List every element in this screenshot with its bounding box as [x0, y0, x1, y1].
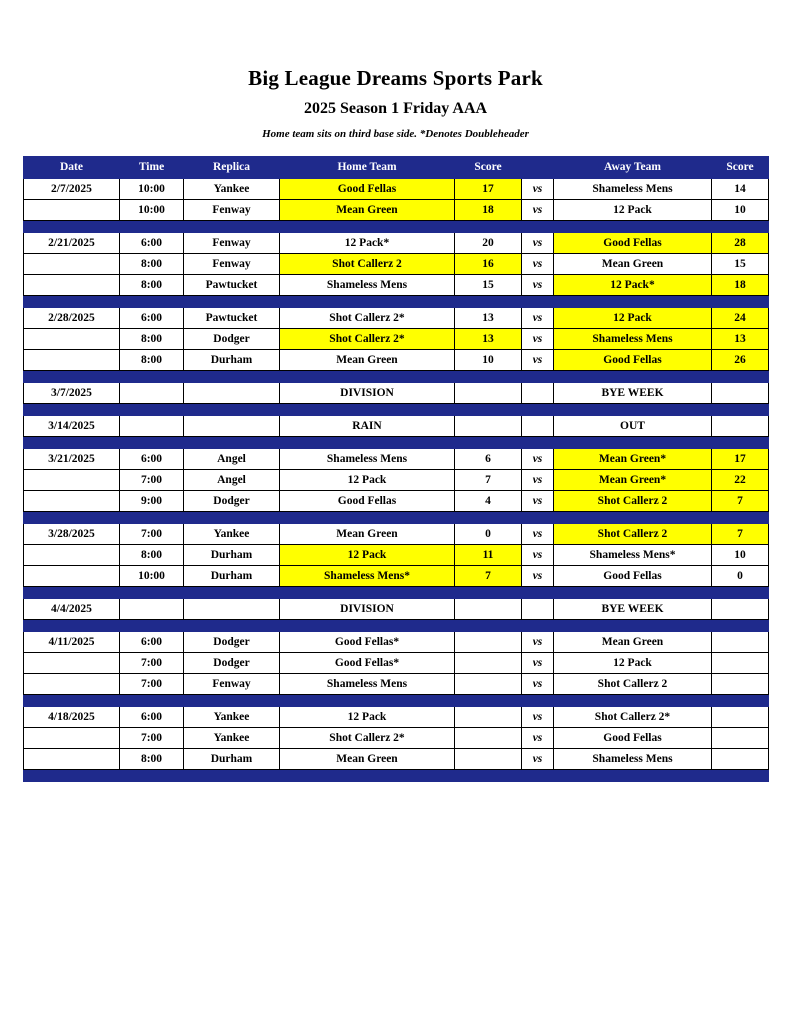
cell-time [120, 382, 184, 403]
cell-date: 4/4/2025 [24, 598, 120, 619]
column-header-date: Date [24, 156, 120, 178]
cell-vs: vs [522, 652, 554, 673]
cell-replica: Yankee [184, 706, 280, 727]
cell-replica: Fenway [184, 199, 280, 220]
table-row [24, 706, 769, 727]
cell-away-team: 12 Pack* [554, 274, 712, 295]
cell-date [24, 727, 120, 748]
cell-home-team: Good Fellas* [280, 631, 455, 652]
cell-away-team: Good Fellas [554, 565, 712, 586]
cell-replica: Yankee [184, 523, 280, 544]
cell-away-score: 24 [712, 307, 769, 328]
cell-replica: Pawtucket [184, 307, 280, 328]
cell-away-score [712, 652, 769, 673]
cell-replica: Durham [184, 565, 280, 586]
divider-cell [24, 220, 769, 232]
cell-date [24, 544, 120, 565]
column-header-home-team: Home Team [280, 156, 455, 178]
cell-date: 3/28/2025 [24, 523, 120, 544]
cell-away-score [712, 748, 769, 769]
cell-away-team: 12 Pack [554, 199, 712, 220]
cell-home-team: Mean Green [280, 349, 455, 370]
cell-time: 7:00 [120, 727, 184, 748]
section-divider [24, 694, 769, 706]
table-row [24, 415, 769, 436]
cell-home-team: Shot Callerz 2* [280, 727, 455, 748]
cell-home-score [455, 748, 522, 769]
section-divider [24, 370, 769, 382]
cell-replica: Durham [184, 349, 280, 370]
cell-home-team: 12 Pack [280, 544, 455, 565]
cell-home-score: 18 [455, 199, 522, 220]
cell-away-score: 13 [712, 328, 769, 349]
cell-away-team: Shameless Mens [554, 748, 712, 769]
table-row [24, 631, 769, 652]
cell-away-score: 7 [712, 523, 769, 544]
cell-away-score [712, 415, 769, 436]
page-note: Home team sits on third base side. *Denotes Doubleheader [262, 128, 529, 141]
cell-date: 2/21/2025 [24, 232, 120, 253]
cell-home-score [455, 382, 522, 403]
cell-away-score [712, 631, 769, 652]
cell-replica: Pawtucket [184, 274, 280, 295]
divider-cell [24, 436, 769, 448]
cell-away-team: Mean Green* [554, 469, 712, 490]
cell-date [24, 490, 120, 511]
cell-home-team: Good Fellas* [280, 652, 455, 673]
cell-vs: vs [522, 523, 554, 544]
cell-date [24, 748, 120, 769]
cell-away-score: 15 [712, 253, 769, 274]
cell-away-team: BYE WEEK [554, 382, 712, 403]
cell-home-score: 10 [455, 349, 522, 370]
cell-replica: Fenway [184, 673, 280, 694]
divider-cell [24, 370, 769, 382]
cell-home-team: 12 Pack* [280, 232, 455, 253]
divider-cell [24, 694, 769, 706]
table-row [24, 307, 769, 328]
cell-home-score [455, 706, 522, 727]
cell-home-team: Good Fellas [280, 490, 455, 511]
cell-vs: vs [522, 544, 554, 565]
cell-vs: vs [522, 349, 554, 370]
table-row [24, 523, 769, 544]
cell-away-team: Shameless Mens [554, 178, 712, 199]
table-row [24, 598, 769, 619]
cell-away-team: 12 Pack [554, 307, 712, 328]
cell-away-team: 12 Pack [554, 652, 712, 673]
section-divider [24, 619, 769, 631]
cell-date [24, 328, 120, 349]
cell-vs: vs [522, 706, 554, 727]
cell-vs: vs [522, 199, 554, 220]
table-row [24, 274, 769, 295]
cell-home-score: 16 [455, 253, 522, 274]
cell-away-team: Shot Callerz 2 [554, 490, 712, 511]
cell-date [24, 565, 120, 586]
cell-replica: Fenway [184, 253, 280, 274]
cell-date: 3/7/2025 [24, 382, 120, 403]
table-row [24, 490, 769, 511]
cell-vs: vs [522, 178, 554, 199]
section-divider [24, 586, 769, 598]
cell-time: 9:00 [120, 490, 184, 511]
cell-date: 2/7/2025 [24, 178, 120, 199]
divider-cell [24, 511, 769, 523]
cell-date [24, 469, 120, 490]
cell-replica: Dodger [184, 652, 280, 673]
divider-cell [24, 769, 769, 781]
cell-home-team: Shot Callerz 2* [280, 328, 455, 349]
cell-home-team: 12 Pack [280, 706, 455, 727]
cell-replica: Yankee [184, 178, 280, 199]
cell-home-team: Shot Callerz 2* [280, 307, 455, 328]
cell-home-score: 20 [455, 232, 522, 253]
schedule-body [24, 178, 769, 781]
cell-replica: Yankee [184, 727, 280, 748]
divider-cell [24, 403, 769, 415]
cell-away-team: Mean Green [554, 631, 712, 652]
cell-vs [522, 382, 554, 403]
cell-home-team: Shameless Mens [280, 448, 455, 469]
cell-time: 8:00 [120, 274, 184, 295]
cell-home-score: 4 [455, 490, 522, 511]
page-subtitle: 2025 Season 1 Friday AAA [303, 100, 488, 118]
column-header-vs [522, 156, 554, 178]
cell-date [24, 652, 120, 673]
cell-home-team: DIVISION [280, 382, 455, 403]
cell-away-score [712, 598, 769, 619]
cell-replica [184, 598, 280, 619]
cell-replica: Durham [184, 748, 280, 769]
cell-vs: vs [522, 274, 554, 295]
schedule-table-wrap [23, 156, 768, 782]
cell-replica [184, 382, 280, 403]
section-divider [24, 511, 769, 523]
column-header-time: Time [120, 156, 184, 178]
cell-home-team: Good Fellas [280, 178, 455, 199]
section-divider [24, 769, 769, 781]
cell-date [24, 673, 120, 694]
cell-date: 3/14/2025 [24, 415, 120, 436]
cell-replica: Angel [184, 448, 280, 469]
section-divider [24, 220, 769, 232]
cell-home-score [455, 415, 522, 436]
cell-vs: vs [522, 748, 554, 769]
cell-home-score: 7 [455, 469, 522, 490]
cell-vs [522, 415, 554, 436]
table-row [24, 652, 769, 673]
table-row [24, 469, 769, 490]
cell-home-team: Mean Green [280, 748, 455, 769]
cell-time: 8:00 [120, 544, 184, 565]
cell-replica: Fenway [184, 232, 280, 253]
section-divider [24, 403, 769, 415]
cell-time: 10:00 [120, 565, 184, 586]
cell-replica: Durham [184, 544, 280, 565]
cell-time: 7:00 [120, 673, 184, 694]
cell-vs: vs [522, 328, 554, 349]
cell-home-score: 6 [455, 448, 522, 469]
cell-time: 8:00 [120, 253, 184, 274]
cell-away-team: OUT [554, 415, 712, 436]
cell-away-team: Shot Callerz 2 [554, 523, 712, 544]
cell-time: 7:00 [120, 523, 184, 544]
cell-away-team: Good Fellas [554, 349, 712, 370]
table-row [24, 544, 769, 565]
cell-time: 6:00 [120, 307, 184, 328]
cell-time: 6:00 [120, 448, 184, 469]
cell-away-score: 0 [712, 565, 769, 586]
schedule-table [23, 156, 769, 782]
cell-time: 7:00 [120, 469, 184, 490]
cell-away-score: 17 [712, 448, 769, 469]
table-row [24, 673, 769, 694]
cell-replica: Dodger [184, 328, 280, 349]
cell-vs [522, 598, 554, 619]
cell-home-score: 7 [455, 565, 522, 586]
divider-cell [24, 295, 769, 307]
cell-time: 8:00 [120, 349, 184, 370]
cell-away-team: Shameless Mens [554, 328, 712, 349]
cell-away-score: 7 [712, 490, 769, 511]
cell-vs: vs [522, 673, 554, 694]
cell-away-team: Good Fellas [554, 727, 712, 748]
cell-away-score: 22 [712, 469, 769, 490]
cell-home-team: Shameless Mens* [280, 565, 455, 586]
table-row [24, 727, 769, 748]
cell-date: 3/21/2025 [24, 448, 120, 469]
cell-away-score: 18 [712, 274, 769, 295]
cell-away-team: Shameless Mens* [554, 544, 712, 565]
cell-away-score: 26 [712, 349, 769, 370]
column-header-away-team: Away Team [554, 156, 712, 178]
cell-replica: Dodger [184, 631, 280, 652]
table-row [24, 328, 769, 349]
cell-away-score [712, 706, 769, 727]
cell-home-team: RAIN [280, 415, 455, 436]
cell-away-team: Shot Callerz 2* [554, 706, 712, 727]
cell-away-team: BYE WEEK [554, 598, 712, 619]
table-row [24, 178, 769, 199]
cell-time: 8:00 [120, 328, 184, 349]
cell-vs: vs [522, 469, 554, 490]
cell-away-score: 10 [712, 199, 769, 220]
cell-away-team: Mean Green [554, 253, 712, 274]
table-header-row [24, 156, 769, 178]
title-block [0, 0, 791, 142]
divider-cell [24, 619, 769, 631]
cell-time: 10:00 [120, 199, 184, 220]
cell-replica: Angel [184, 469, 280, 490]
cell-vs: vs [522, 631, 554, 652]
cell-away-score: 10 [712, 544, 769, 565]
cell-vs: vs [522, 448, 554, 469]
cell-time [120, 598, 184, 619]
cell-home-score [455, 631, 522, 652]
table-row [24, 748, 769, 769]
cell-home-score [455, 727, 522, 748]
cell-date: 2/28/2025 [24, 307, 120, 328]
cell-home-team: 12 Pack [280, 469, 455, 490]
cell-away-score [712, 673, 769, 694]
cell-home-score [455, 598, 522, 619]
cell-vs: vs [522, 727, 554, 748]
section-divider [24, 436, 769, 448]
table-row [24, 232, 769, 253]
cell-time: 7:00 [120, 652, 184, 673]
cell-date [24, 274, 120, 295]
divider-cell [24, 586, 769, 598]
table-row [24, 349, 769, 370]
cell-time: 6:00 [120, 232, 184, 253]
table-row [24, 565, 769, 586]
table-row [24, 448, 769, 469]
cell-away-score [712, 727, 769, 748]
cell-away-team: Mean Green* [554, 448, 712, 469]
cell-date: 4/18/2025 [24, 706, 120, 727]
cell-home-team: Shameless Mens [280, 673, 455, 694]
cell-date: 4/11/2025 [24, 631, 120, 652]
cell-time [120, 415, 184, 436]
cell-date [24, 199, 120, 220]
cell-home-score [455, 673, 522, 694]
table-row [24, 199, 769, 220]
cell-vs: vs [522, 232, 554, 253]
section-divider [24, 295, 769, 307]
cell-home-team: Shameless Mens [280, 274, 455, 295]
column-header-away-score: Score [712, 156, 769, 178]
cell-home-score: 13 [455, 328, 522, 349]
cell-vs: vs [522, 565, 554, 586]
cell-away-team: Shot Callerz 2 [554, 673, 712, 694]
cell-home-team: DIVISION [280, 598, 455, 619]
cell-away-score: 28 [712, 232, 769, 253]
cell-home-score: 13 [455, 307, 522, 328]
cell-vs: vs [522, 490, 554, 511]
page-title: Big League Dreams Sports Park [248, 66, 543, 90]
cell-away-score [712, 382, 769, 403]
cell-date [24, 349, 120, 370]
column-header-home-score: Score [455, 156, 522, 178]
cell-home-score: 15 [455, 274, 522, 295]
cell-date [24, 253, 120, 274]
cell-home-score: 0 [455, 523, 522, 544]
cell-replica: Dodger [184, 490, 280, 511]
column-header-replica: Replica [184, 156, 280, 178]
cell-time: 6:00 [120, 706, 184, 727]
cell-home-team: Shot Callerz 2 [280, 253, 455, 274]
cell-away-score: 14 [712, 178, 769, 199]
cell-away-team: Good Fellas [554, 232, 712, 253]
cell-time: 6:00 [120, 631, 184, 652]
cell-vs: vs [522, 253, 554, 274]
cell-home-team: Mean Green [280, 523, 455, 544]
cell-time: 10:00 [120, 178, 184, 199]
cell-home-team: Mean Green [280, 199, 455, 220]
cell-time: 8:00 [120, 748, 184, 769]
cell-home-score: 11 [455, 544, 522, 565]
table-row [24, 382, 769, 403]
cell-replica [184, 415, 280, 436]
cell-home-score [455, 652, 522, 673]
cell-home-score: 17 [455, 178, 522, 199]
table-row [24, 253, 769, 274]
cell-vs: vs [522, 307, 554, 328]
